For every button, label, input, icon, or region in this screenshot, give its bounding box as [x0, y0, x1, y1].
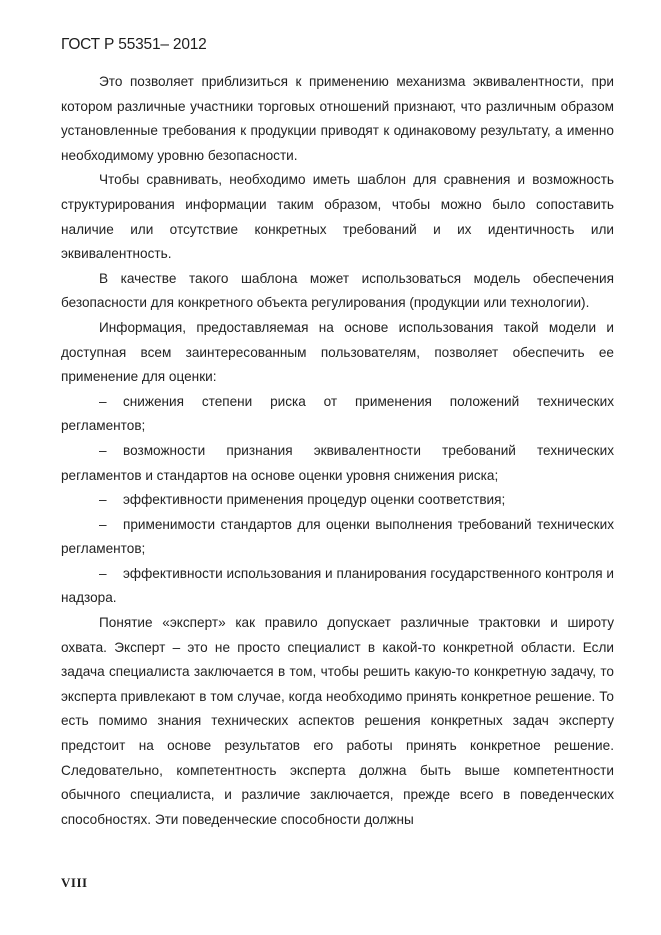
paragraph: Чтобы сравнивать, необходимо иметь шаблон для сравнения и возможность структурирования информации таким образом, чтобы можно было сопоставить наличие или отсутствие конкретных требований и их идентичность или эквивалентность. [61, 172, 614, 262]
paragraph: Информация, предоставляемая на основе использования такой модели и доступная всем заинтересованным пользователям, позволяет обеспечить ее применение для оценки: [61, 319, 614, 385]
paragraph: Это позволяет приблизиться к применению механизма эквивалентности, при котором различные участники торговых отношений признают, что различным образом установленные требования к продукции приводят к одинаковому результату, а именно необходимому уровню безопасности. [61, 74, 614, 163]
list-dash: – [99, 442, 107, 458]
list-item-text: эффективности применения процедур оценки соответствия; [123, 492, 506, 508]
list-dash: – [99, 492, 107, 508]
list-item [61, 562, 614, 611]
list-item [61, 439, 614, 488]
list-dash: – [99, 516, 107, 532]
list-item [61, 488, 614, 513]
list-item [61, 390, 614, 439]
document-body [61, 70, 614, 832]
list-item-text: снижения степени риска от применения положений технических регламентов; [61, 393, 614, 434]
paragraph: В качестве такого шаблона может использоваться модель обеспечения безопасности для конкретного объекта регулирования (продукции или технологии). [61, 270, 614, 311]
list-item-text: применимости стандартов для оценки выполнения требований технических регламентов; [61, 516, 614, 557]
paragraph: Понятие «эксперт» как правило допускает различные трактовки и широту охвата. Эксперт – это не просто специалист в какой-то конкретной области. Если задача специалиста заключается в том, чтобы решить какую-то конкретную задачу, то эксперта привлекают в том случае, когда необходимо принять конкретное решение. То есть помимо знания технических аспектов решения конкретных задач эксперту предстоит на основе результатов его работы принять конкретное решение. Следовательно, компетентность эксперта должна быть выше компетентности обычного специалиста, и различие заключается, прежде всего в поведенческих способностях. Эти поведенческие способности должны [61, 615, 614, 827]
list-item-text: возможности признания эквивалентности требований технических регламентов и стандартов на основе оценки уровня снижения риска; [61, 442, 614, 483]
page-header: ГОСТ Р 55351– 2012 [61, 36, 207, 53]
list-dash: – [99, 393, 107, 409]
page-number: VIII [61, 875, 88, 890]
list-item-text: эффективности использования и планирования государственного контроля и надзора. [61, 565, 614, 606]
list-item [61, 513, 614, 562]
list-dash: – [99, 565, 107, 581]
